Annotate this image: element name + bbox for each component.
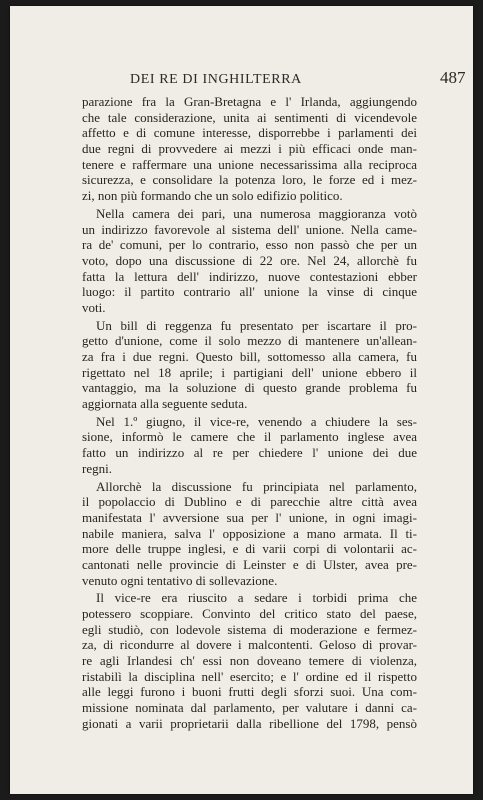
text-line: getto d'unione, come il solo mezzo di mantenere un'allean- (82, 333, 417, 349)
text-line: sicurezza, e consolidare la potenza loro, le forze ed i mez- (82, 172, 417, 188)
paragraph (82, 94, 417, 204)
text-line: alle leggi furono i buoni frutti degli sforzi suoi. Una com- (82, 684, 417, 700)
page-number: 487 (440, 68, 466, 87)
text-line: voti. (82, 299, 106, 315)
paragraph (82, 206, 417, 316)
text-line: nabile maniera, salva l' opposizione a mano armata. Il ti- (82, 525, 417, 541)
text-line: Nel 1.º giugno, il vice-re, venendo a chiudere la ses- (96, 413, 417, 429)
text-line: fatta la lettura dell' indirizzo, nuove contestazioni ebber (82, 268, 417, 284)
text-line: fatto un indirizzo al re per chiedere l' unione dei due (82, 445, 417, 461)
text-line: tenere e raffermare una unione necessarissima alla reciproca (82, 156, 417, 172)
text-line: Allorchè la discussione fu principiata nel parlamento, (96, 478, 417, 494)
text-line: zi, non più formando che un solo edifizio politico. (82, 188, 343, 204)
text-line: regni. (82, 460, 112, 476)
text-line: un indirizzo favorevole al sistema dell' unione. Nella came- (82, 221, 417, 237)
text-line: affetto e di comune interesse, disporrebbe i parlamenti dei (82, 125, 417, 141)
text-line: aggiornata alla seguente seduta. (82, 396, 248, 412)
text-line: Un bill di reggenza fu presentato per iscartare il pro- (96, 317, 417, 333)
text-line: more delle truppe inglesi, e di varii corpi di volontarii ac- (82, 541, 417, 557)
text-line: ristabilì la disciplina nell' esercito; e l' ordine ed il rispetto (82, 668, 417, 684)
text-line: manifestata l' avversione sua per l' unione, in ogni imagi- (82, 509, 417, 525)
page-body (82, 94, 417, 732)
text-line: parazione fra la Gran-Bretagna e l' Irlanda, aggiungendo (82, 94, 417, 109)
text-line: che tale considerazione, unita ai sentimenti di vicendevole (82, 109, 417, 125)
text-line: missione nominata dal parlamento, per valutare i danni ca- (82, 700, 417, 716)
text-line: cantonati nelle provincie di Leinster e di Ulster, avea pre- (82, 556, 417, 572)
paragraph (82, 590, 417, 731)
book-page (10, 6, 473, 794)
text-line: due regni di provvedere ai mezzi i più efficaci onde man- (82, 141, 417, 157)
text-line: luogo: il partito contrario all' unione la vinse di cinque (82, 284, 417, 300)
text-line: za fra i due regni. Questo bill, sottomesso alla camera, fu (82, 349, 417, 364)
text-line: potessero scoppiare. Convinto del critico stato del paese, (82, 606, 417, 621)
text-line: egli studiò, con lodevole sistema di moderazione e fermez- (82, 621, 417, 637)
text-line: vantaggio, ma la soluzione di questo grande problema fu (82, 380, 417, 396)
text-line: gionati a varii proprietarii dalla ribellione del 1798, pensò (82, 715, 417, 731)
text-line: Nella camera dei pari, una numerosa maggioranza votò (96, 205, 417, 221)
text-line: re agli Irlandesi ch' essi non doveano temere di violenza, (82, 653, 417, 669)
text-line: Il vice-re era riuscito a sedare i torbidi prima che (96, 590, 417, 606)
text-line: voto, dopo una discussione di 22 ore. Nel 24, allorchè fu (82, 252, 417, 268)
running-header: DEI RE DI INGHILTERRA (130, 72, 302, 87)
paragraph (82, 318, 417, 412)
text-line: rigettato nel 18 aprile; i partigiani dell' unione ebbero il (82, 364, 417, 380)
paragraph (82, 479, 417, 589)
text-line: venuto ogni tentativo di sollevazione. (82, 572, 278, 588)
text-line: za, di ricondurre al dovere i malcontenti. Geloso di provar- (82, 637, 417, 653)
text-line: il popolaccio di Dublino e di parecchie altre città avea (82, 494, 417, 510)
text-line: sione, informò le camere che il parlamento inglese avea (82, 429, 417, 445)
paragraph (82, 414, 417, 477)
text-line: ra de' comuni, per lo contrario, esso non passò che per un (82, 237, 417, 253)
